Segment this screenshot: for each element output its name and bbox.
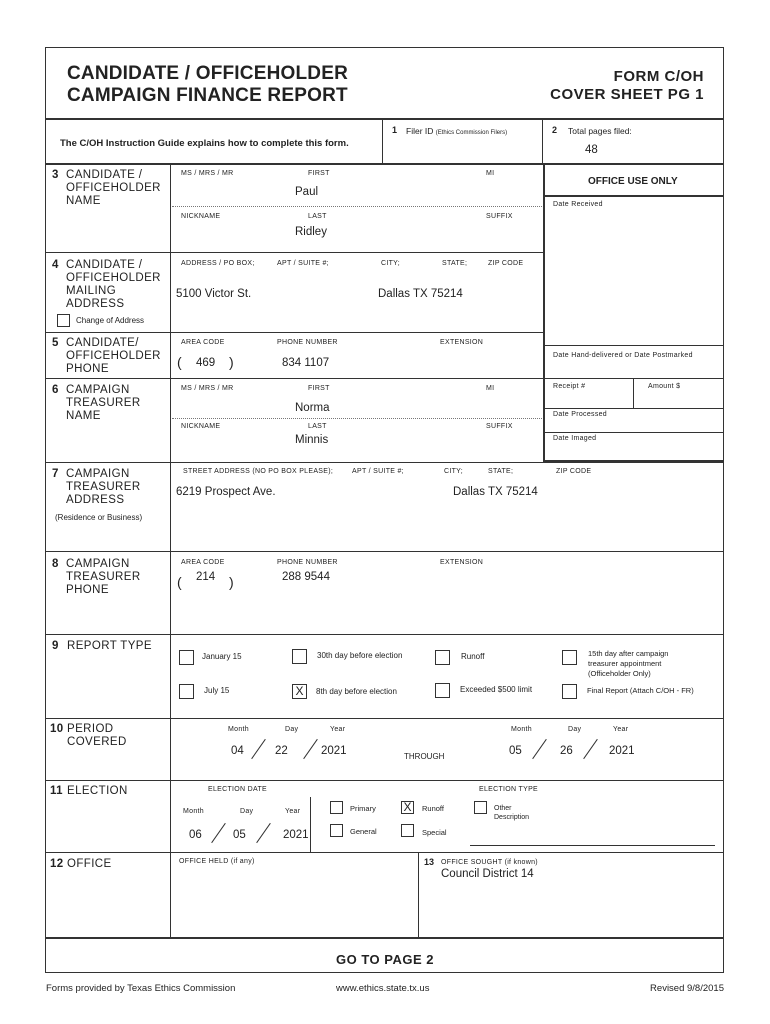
section-12-num: 12 xyxy=(50,858,64,870)
period-from-month[interactable]: 04 xyxy=(231,745,244,757)
go-to-page-2: GO TO PAGE 2 xyxy=(336,952,434,967)
form-title-line1: CANDIDATE / OFFICEHOLDER xyxy=(67,63,348,84)
treasurer-name-dotline xyxy=(172,418,542,419)
treasurer-nickname-label: NICKNAME xyxy=(181,423,221,430)
election-other-label-1: Other xyxy=(494,805,512,812)
candidate-zip-label: ZIP CODE xyxy=(488,260,524,267)
form-id: FORM C/OH xyxy=(613,68,704,85)
section-7-num: 7 xyxy=(52,468,59,480)
section-10-divider xyxy=(45,780,724,781)
section-7-label-2: TREASURER xyxy=(66,481,141,493)
office-held-field[interactable] xyxy=(175,870,415,930)
treasurer-last-label: LAST xyxy=(308,423,327,430)
election-year[interactable]: 2021 xyxy=(283,829,309,841)
section-3-label-3: NAME xyxy=(66,195,101,207)
candidate-area-close: ) xyxy=(229,354,234,370)
treasurer-last-name[interactable]: Minnis xyxy=(295,434,329,446)
date-imaged-label: Date Imaged xyxy=(553,435,597,442)
period-from-day-label: Day xyxy=(285,726,299,733)
candidate-apt-label: APT / SUITE #; xyxy=(277,260,329,267)
section-6-num: 6 xyxy=(52,384,59,396)
total-pages-label: Total pages filed: xyxy=(568,126,632,136)
period-from-year-label: Year xyxy=(330,726,346,733)
section-11-num: 11 xyxy=(50,785,63,797)
candidate-name-dotline xyxy=(172,206,542,207)
section-5-label-3: PHONE xyxy=(66,363,109,375)
period-to-month[interactable]: 05 xyxy=(509,745,522,757)
candidate-last-label: LAST xyxy=(308,213,327,220)
section-10-num: 10 xyxy=(50,723,64,735)
report-15day-label-2: treasurer appointment xyxy=(588,659,662,668)
section-10-label-1: PERIOD xyxy=(67,723,114,735)
section-8-divider xyxy=(45,634,724,635)
report-runoff-checkbox[interactable] xyxy=(435,650,450,665)
candidate-state-label: STATE; xyxy=(442,260,468,267)
section-10-label-2: COVERED xyxy=(67,736,127,748)
section-3-divider xyxy=(45,252,543,253)
date-received-label: Date Received xyxy=(553,201,603,208)
period-to-day-label: Day xyxy=(568,726,582,733)
period-to-month-label: Month xyxy=(511,726,532,733)
treasurer-state-label: STATE; xyxy=(488,468,514,475)
section-5-num: 5 xyxy=(52,337,59,349)
treasurer-area-open: ( xyxy=(177,574,182,590)
treasurer-first-name[interactable]: Norma xyxy=(295,402,330,414)
treasurer-area-close: ) xyxy=(229,574,234,590)
section-8-label-2: TREASURER xyxy=(66,571,141,583)
period-to-day[interactable]: 26 xyxy=(560,745,573,757)
candidate-phone-label: PHONE NUMBER xyxy=(277,339,338,346)
treasurer-suffix-label: SUFFIX xyxy=(486,423,513,430)
candidate-first-name[interactable]: Paul xyxy=(295,186,319,198)
report-15day-label-1: 15th day after campaign xyxy=(588,649,669,658)
cover-sheet-label: COVER SHEET PG 1 xyxy=(550,86,704,103)
report-exceeded-checkbox[interactable] xyxy=(435,683,450,698)
section-12-divider xyxy=(45,937,724,939)
election-runoff-checkbox[interactable]: X xyxy=(401,801,414,814)
election-other-checkbox[interactable] xyxy=(474,801,487,814)
filer-id-num: 1 xyxy=(392,125,398,135)
candidate-first-label: FIRST xyxy=(308,170,330,177)
report-30day-checkbox[interactable] xyxy=(292,649,307,664)
election-special-checkbox[interactable] xyxy=(401,824,414,837)
office-use-title: OFFICE USE ONLY xyxy=(588,176,678,187)
change-of-address-checkbox[interactable] xyxy=(57,314,70,327)
election-runoff-label: Runoff xyxy=(422,804,444,813)
section-4-label-1: CANDIDATE / xyxy=(66,259,143,271)
filer-divider xyxy=(382,120,383,163)
candidate-address[interactable]: 5100 Victor St. xyxy=(176,288,252,300)
filer-id-sub: (Ethics Commission Filers) xyxy=(435,130,508,136)
treasurer-phone-number[interactable]: 288 9544 xyxy=(282,571,330,583)
candidate-area-code-label: AREA CODE xyxy=(181,339,225,346)
period-from-month-label: Month xyxy=(228,726,249,733)
section-7-label-3: ADDRESS xyxy=(66,494,125,506)
candidate-area-open: ( xyxy=(177,354,182,370)
filer-id-field[interactable] xyxy=(392,138,538,158)
candidate-phone-number[interactable]: 834 1107 xyxy=(282,357,330,369)
processed-divider xyxy=(543,408,723,409)
report-15day-label-3: (Officeholder Only) xyxy=(588,669,651,678)
election-date-type-divider xyxy=(310,797,311,852)
footer-website[interactable]: www.ethics.state.tx.us xyxy=(336,983,430,994)
election-date-label: ELECTION DATE xyxy=(208,786,268,793)
footer-revised: Revised 9/8/2015 xyxy=(650,983,724,994)
treasurer-apt-label: APT / SUITE #; xyxy=(352,468,404,475)
election-special-label: Special xyxy=(422,828,447,837)
report-jul15-label: July 15 xyxy=(204,686,230,695)
section-4-num: 4 xyxy=(52,259,59,271)
section-13-num: 13 xyxy=(424,857,435,867)
office-sought-value[interactable]: Council District 14 xyxy=(441,868,534,880)
election-month-label: Month xyxy=(183,808,204,815)
section-9-divider xyxy=(45,718,724,719)
report-8day-label: 8th day before election xyxy=(316,687,397,696)
section-8-num: 8 xyxy=(52,558,59,570)
section-5-label-2: OFFICEHOLDER xyxy=(66,350,161,362)
change-of-address-label: Change of Address xyxy=(76,316,145,325)
section-8-label-1: CAMPAIGN xyxy=(66,558,130,570)
report-jan15-checkbox[interactable] xyxy=(179,650,194,665)
section-8-label-3: PHONE xyxy=(66,584,109,596)
report-8day-checkbox[interactable]: X xyxy=(292,684,307,699)
candidate-nickname-label: NICKNAME xyxy=(181,213,221,220)
report-jul15-checkbox[interactable] xyxy=(179,684,194,699)
treasurer-city-state[interactable]: Dallas TX 75214 xyxy=(453,486,538,498)
report-exceeded-label: Exceeded $500 limit xyxy=(460,685,533,694)
section-7-sub: (Residence or Business) xyxy=(55,513,143,522)
section-4-label-4: ADDRESS xyxy=(66,298,125,310)
period-to-year-label: Year xyxy=(613,726,629,733)
report-jan15-label: January 15 xyxy=(202,652,242,661)
candidate-last-name[interactable]: Ridley xyxy=(295,226,327,238)
election-month[interactable]: 06 xyxy=(189,829,202,841)
treasurer-city-label: CITY; xyxy=(444,468,463,475)
imaged-divider xyxy=(543,432,723,433)
section-9-num: 9 xyxy=(52,640,59,652)
footer-provider: Forms provided by Texas Ethics Commission xyxy=(46,983,236,994)
form-title-line2: CAMPAIGN FINANCE REPORT xyxy=(67,85,348,106)
period-to-year[interactable]: 2021 xyxy=(609,745,635,757)
candidate-area-code[interactable]: 469 xyxy=(196,357,216,369)
section-11-divider xyxy=(45,852,724,853)
election-day[interactable]: 05 xyxy=(233,829,246,841)
election-day-label: Day xyxy=(240,808,254,815)
treasurer-extension-label: EXTENSION xyxy=(440,559,484,566)
office-sought-label: OFFICE SOUGHT (if known) xyxy=(441,859,538,866)
report-15day-checkbox[interactable] xyxy=(562,650,577,665)
election-primary-checkbox[interactable] xyxy=(330,801,343,814)
section-4-divider xyxy=(45,332,543,333)
report-final-label: Final Report (Attach C/OH - FR) xyxy=(587,686,694,695)
election-type-label: ELECTION TYPE xyxy=(479,786,539,793)
section-4-label-3: MAILING xyxy=(66,285,117,297)
section-6-label-2: TREASURER xyxy=(66,397,141,409)
filer-id-label-text: Filer ID xyxy=(406,126,434,136)
candidate-city-label: CITY; xyxy=(381,260,400,267)
section-6-label-3: NAME xyxy=(66,410,101,422)
pages-divider xyxy=(542,120,543,163)
report-runoff-label: Runoff xyxy=(461,652,485,661)
treasurer-area-code-label: AREA CODE xyxy=(181,559,225,566)
instruction-text: The C/OH Instruction Guide explains how to complete this form. xyxy=(60,138,349,149)
candidate-extension-label: EXTENSION xyxy=(440,339,484,346)
other-description-line[interactable] xyxy=(470,845,715,846)
filer-id-label xyxy=(406,126,507,136)
report-30day-label: 30th day before election xyxy=(317,651,403,660)
section-3-num: 3 xyxy=(52,169,59,181)
candidate-mi-label: MI xyxy=(486,170,495,177)
period-from-day[interactable]: 22 xyxy=(275,745,288,757)
election-general-checkbox[interactable] xyxy=(330,824,343,837)
candidate-ms-label: MS / MRS / MR xyxy=(181,170,234,177)
period-from-year[interactable]: 2021 xyxy=(321,745,347,757)
treasurer-zip-label: ZIP CODE xyxy=(556,468,592,475)
section-5-label-1: CANDIDATE/ xyxy=(66,337,139,349)
candidate-city-state[interactable]: Dallas TX 75214 xyxy=(378,288,463,300)
total-pages-num: 2 xyxy=(552,125,558,135)
treasurer-area-code[interactable]: 214 xyxy=(196,571,216,583)
receipt-label: Receipt # xyxy=(553,383,586,390)
date-hand-divider xyxy=(543,345,723,346)
section-3-label-1: CANDIDATE / xyxy=(66,169,143,181)
office-held-sought-divider xyxy=(418,852,419,937)
election-year-label: Year xyxy=(285,808,301,815)
section-3-label-2: OFFICEHOLDER xyxy=(66,182,161,194)
candidate-suffix-label: SUFFIX xyxy=(486,213,513,220)
section-12-label: OFFICE xyxy=(67,858,112,870)
date-hand-label: Date Hand-delivered or Date Postmarked xyxy=(553,352,693,359)
office-held-label: OFFICE HELD (if any) xyxy=(179,858,255,865)
election-primary-label: Primary xyxy=(350,804,376,813)
treasurer-street-label: STREET ADDRESS (NO PO BOX PLEASE); xyxy=(183,468,334,475)
total-pages-value[interactable]: 48 xyxy=(585,144,598,156)
section-9-label: REPORT TYPE xyxy=(67,640,152,652)
section-6-label-1: CAMPAIGN xyxy=(66,384,130,396)
treasurer-mi-label: MI xyxy=(486,385,495,392)
section-4-label-2: OFFICEHOLDER xyxy=(66,272,161,284)
header-divider xyxy=(45,118,724,120)
election-other-label-2: Description xyxy=(494,814,530,821)
section-7-divider xyxy=(45,551,724,552)
treasurer-ms-label: MS / MRS / MR xyxy=(181,385,234,392)
treasurer-phone-label: PHONE NUMBER xyxy=(277,559,338,566)
office-use-title-divider xyxy=(543,195,723,197)
section-5-divider xyxy=(45,378,543,379)
section-7-label-1: CAMPAIGN xyxy=(66,468,130,480)
section-11-label: ELECTION xyxy=(67,785,128,797)
period-through: THROUGH xyxy=(404,752,445,761)
receipt-amount-divider xyxy=(633,378,634,408)
report-final-checkbox[interactable] xyxy=(562,684,577,699)
candidate-address-label: ADDRESS / PO BOX; xyxy=(181,260,255,267)
election-general-label: General xyxy=(350,827,377,836)
treasurer-street[interactable]: 6219 Prospect Ave. xyxy=(176,486,276,498)
section-6-divider xyxy=(45,462,724,463)
treasurer-first-label: FIRST xyxy=(308,385,330,392)
amount-label: Amount $ xyxy=(648,383,681,390)
date-processed-label: Date Processed xyxy=(553,411,608,418)
